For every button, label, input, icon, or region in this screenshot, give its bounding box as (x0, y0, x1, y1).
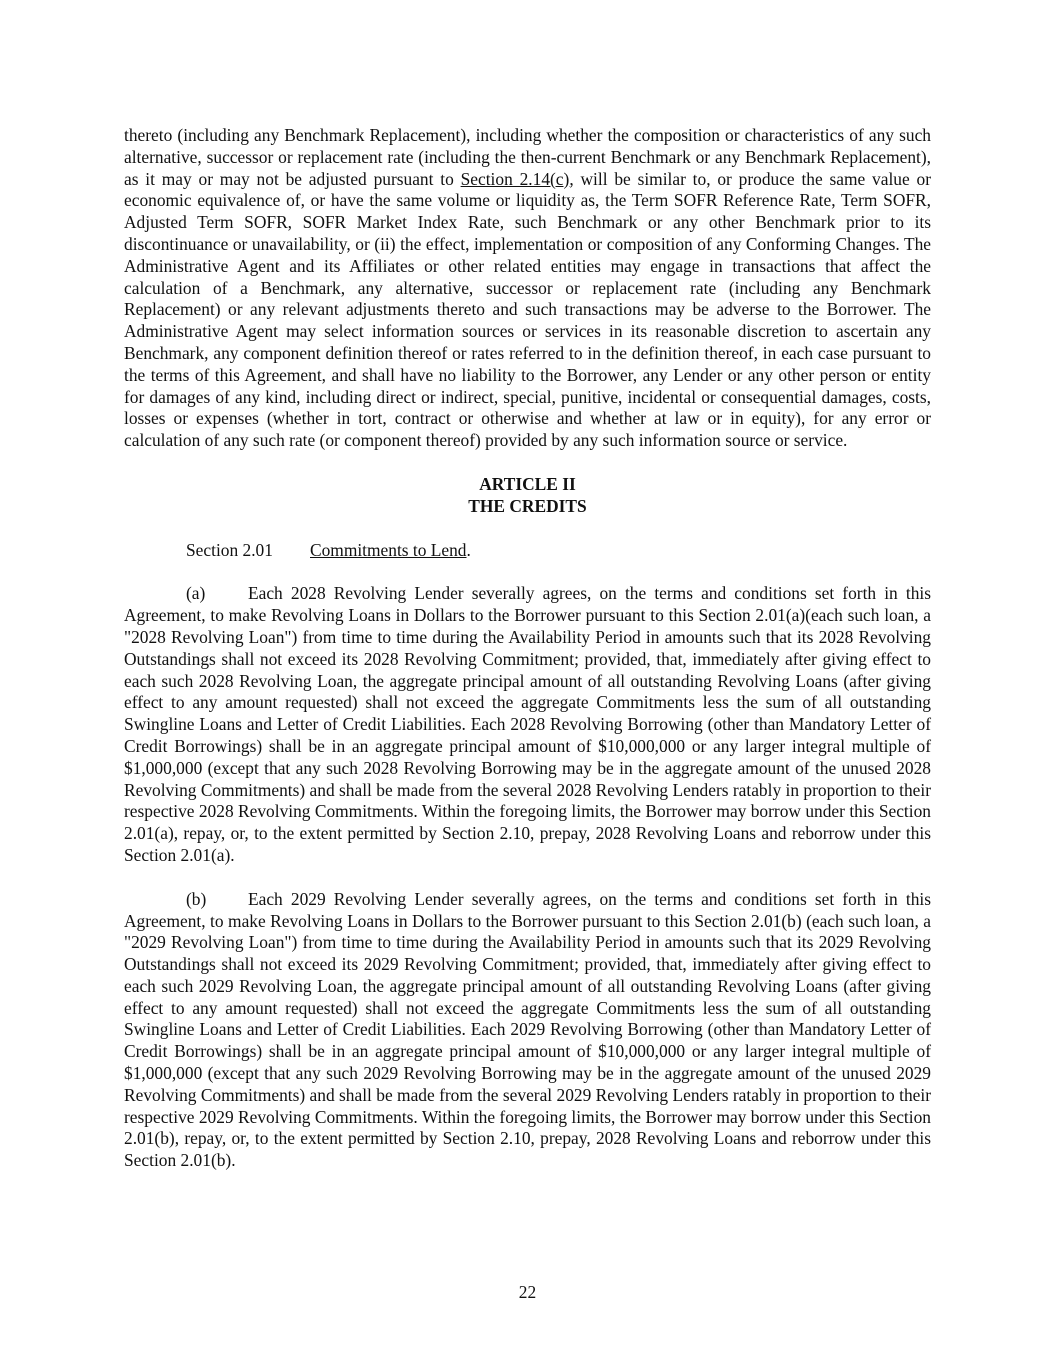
section-heading (186, 540, 931, 562)
carryover-text-start: thereto (including any Benchmark Replacement), including whether the composition or characteristics of any such alternative, successor or replacement rate (including the then-current Benchmark or any Benchmark Replacement), as it may or may not be adjusted pursuant to (124, 125, 931, 189)
carryover-paragraph (124, 125, 931, 452)
article-title: THE CREDITS (468, 495, 587, 516)
subsection-b (124, 889, 931, 1172)
section-number: Section 2.01 (186, 539, 273, 560)
article-heading (124, 474, 931, 518)
section-title-suffix: . (466, 539, 471, 560)
article-number: ARTICLE II (479, 473, 576, 494)
document-page (124, 125, 931, 1189)
subsection-b-text: Each 2029 Revolving Lender severally agrees, on the terms and conditions set forth in this Agreement, to make Revolving Loans in Dollars to the Borrower pursuant to this Section 2.01(b) (each such loan, a "2029 Revolving Loan") from time to time during the Availability Period in amounts such that its 2029 Revolving Outstandings shall not exceed its 2029 Revolving Commitment; provided, that, immediately after giving effect to each such 2029 Revolving Loan, the aggregate principal amount of all outstanding Revolving Loans (after giving effect to any amount requested) shall not exceed the aggregate Commitments less the sum of all outstanding Swingline Loans and Letter of Credit Liabilities. Each 2029 Revolving Borrowing (other than Mandatory Letter of Credit Borrowings) shall be in an aggregate principal amount of $10,000,000 or any larger integral multiple of $1,000,000 (except that any such 2029 Revolving Borrowing may be in the aggregate amount of the unused 2029 Revolving Commitments) and shall be made from the several 2029 Revolving Lenders ratably in proportion to their respective 2029 Revolving Commitments. Within the foregoing limits, the Borrower may borrow under this Section 2.01(b), repay, or, to the extent permitted by Section 2.10, prepay, 2028 Revolving Loans and reborrow under this Section 2.01(b). (124, 888, 931, 1171)
page-number: 22 (518, 1282, 537, 1302)
subsection-a-label: (a) (186, 583, 206, 604)
subsection-a-text: Each 2028 Revolving Lender severally agrees, on the terms and conditions set forth in this Agreement, to make Revolving Loans in Dollars to the Borrower pursuant to this Section 2.01(a)(each such loan, a "2028 Revolving Loan") from time to time during the Availability Period in amounts such that its 2028 Revolving Outstandings shall not exceed its 2028 Revolving Commitment; provided, that, immediately after giving effect to each such 2028 Revolving Loan, the aggregate principal amount of all outstanding Revolving Loans (after giving effect to any amount requested) shall not exceed the aggregate Commitments less the sum of all outstanding Swingline Loans and Letter of Credit Liabilities. Each 2028 Revolving Borrowing (other than Mandatory Letter of Credit Borrowings) shall be in an aggregate principal amount of $10,000,000 or any larger integral multiple of $1,000,000 (except that any such 2028 Revolving Borrowing may be in the aggregate amount of the unused 2028 Revolving Commitments) and shall be made from the several 2028 Revolving Lenders ratably in proportion to their respective 2028 Revolving Commitments. Within the foregoing limits, the Borrower may borrow under this Section 2.01(a), repay, or, to the extent permitted by Section 2.10, prepay, 2028 Revolving Loans and reborrow under this Section 2.01(a). (124, 583, 931, 865)
subsection-a (124, 583, 931, 866)
subsection-b-label: (b) (186, 888, 207, 909)
section-title: Commitments to Lend (310, 539, 467, 560)
section-2-14c-reference: Section 2.14(c) (460, 168, 570, 189)
carryover-text-end: , will be similar to, or produce the same value or economic equivalence of, or have the same volume or liquidity as, the Term SOFR Reference Rate, Term SOFR, Adjusted Term SOFR, SOFR Market Index Rate, such Benchmark or any other Benchmark prior to its discontinuance or unavailability, or (ii) the effect, implementation or composition of any Conforming Changes. The Administrative Agent and its Affiliates or other related entities may engage in transactions that affect the calculation of a Benchmark, any alternative, successor or replacement rate (including any Benchmark Replacement) or any relevant adjustments thereto and such transactions may be adverse to the Borrower. The Administrative Agent may select information sources or services in its reasonable discretion to ascertain any Benchmark, any component definition thereof or rates referred to in the definition thereof, in each case pursuant to the terms of this Agreement, and shall have no liability to the Borrower, any Lender or any other person or entity for damages of any kind, including direct or indirect, special, punitive, incidental or consequential damages, costs, losses or expenses (whether in tort, contract or otherwise and whether at law or in equity), for any error or calculation of any such rate (or component thereof) provided by any such information source or service. (124, 168, 932, 451)
